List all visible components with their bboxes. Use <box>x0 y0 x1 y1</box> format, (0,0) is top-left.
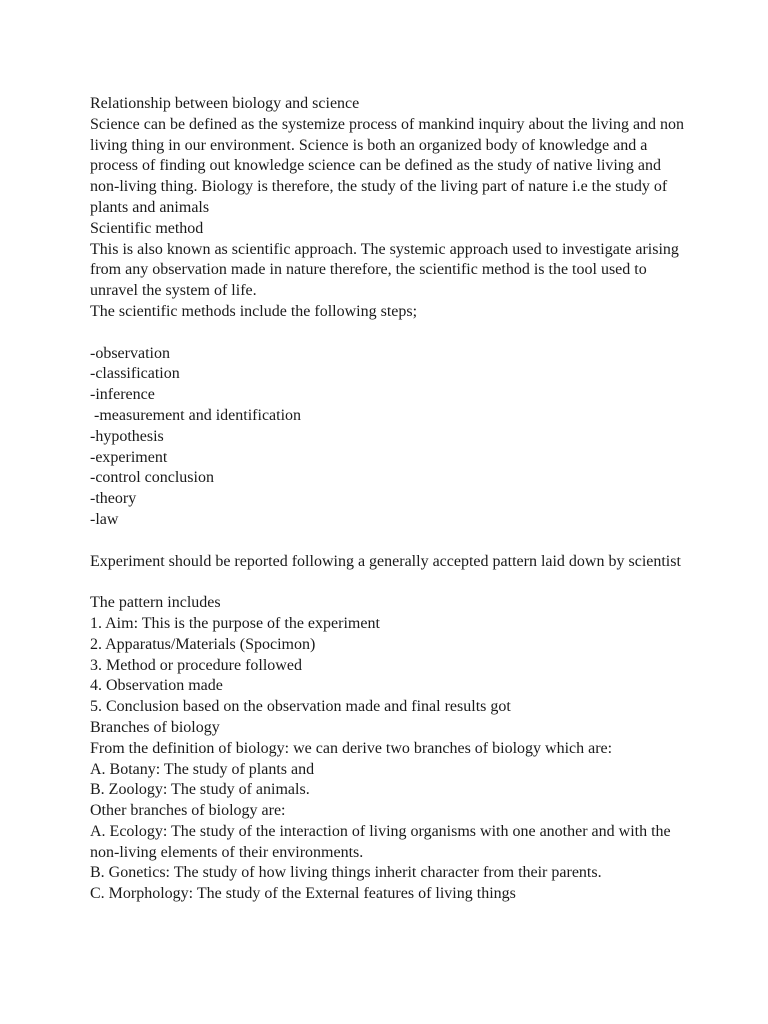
step-item: -classification <box>90 365 180 383</box>
other-branch-item: A. Ecology: The study of the interaction of living organisms with one another and with the non-living elements of their environments. <box>90 822 671 861</box>
spacer <box>90 572 690 593</box>
paragraph-science-definition: Science can be defined as the systemize process of mankind inquiry about the living and non living thing in our environment. Science is both an organized body of knowledge and a process of finding out knowledge science can be defined as the study of native living and non-living thing. Biology is therefore, the study of the living part of nature i.e the study of plants and animals <box>90 115 685 216</box>
pattern-item: 4. Observation made <box>90 677 223 695</box>
heading-relationship: Relationship between biology and science <box>90 95 360 112</box>
step-item: -experiment <box>90 448 168 466</box>
document-page <box>90 94 690 905</box>
step-item: -measurement and identification <box>90 406 302 424</box>
pattern-item: 3. Method or procedure followed <box>90 656 302 674</box>
pattern-intro: The pattern includes <box>90 594 221 612</box>
spacer <box>90 323 690 344</box>
spacer <box>90 531 690 552</box>
heading-scientific-method: Scientific method <box>90 219 204 237</box>
branches-intro: From the definition of biology: we can derive two branches of biology which are: <box>90 739 613 757</box>
branch-item: A. Botany: The study of plants and <box>90 760 315 778</box>
step-item: -hypothesis <box>90 427 164 445</box>
branch-item: B. Zoology: The study of animals. <box>90 781 310 799</box>
step-item: -observation <box>90 344 170 362</box>
pattern-item: 1. Aim: This is the purpose of the experiment <box>90 614 380 632</box>
step-item: -law <box>90 510 119 528</box>
paragraph-experiment-report: Experiment should be reported following a generally accepted pattern laid down by scientist <box>90 552 681 570</box>
pattern-item: 5. Conclusion based on the observation made and final results got <box>90 698 511 716</box>
step-item: -theory <box>90 490 137 508</box>
other-branch-item: B. Gonetics: The study of how living things inherit character from their parents. <box>90 864 602 882</box>
other-branch-item: C. Morphology: The study of the External features of living things <box>90 885 516 903</box>
step-item: -inference <box>90 386 155 404</box>
paragraph-scientific-method: This is also known as scientific approach. The systemic approach used to investigate arising from any observation made in nature therefore, the scientific method is the tool used to unravel the system of life. <box>90 240 679 300</box>
steps-intro: The scientific methods include the following steps; <box>90 302 418 320</box>
pattern-item: 2. Apparatus/Materials (Spocimon) <box>90 635 316 653</box>
step-item: -control conclusion <box>90 469 214 487</box>
heading-branches: Branches of biology <box>90 718 220 736</box>
other-branches-intro: Other branches of biology are: <box>90 802 286 820</box>
